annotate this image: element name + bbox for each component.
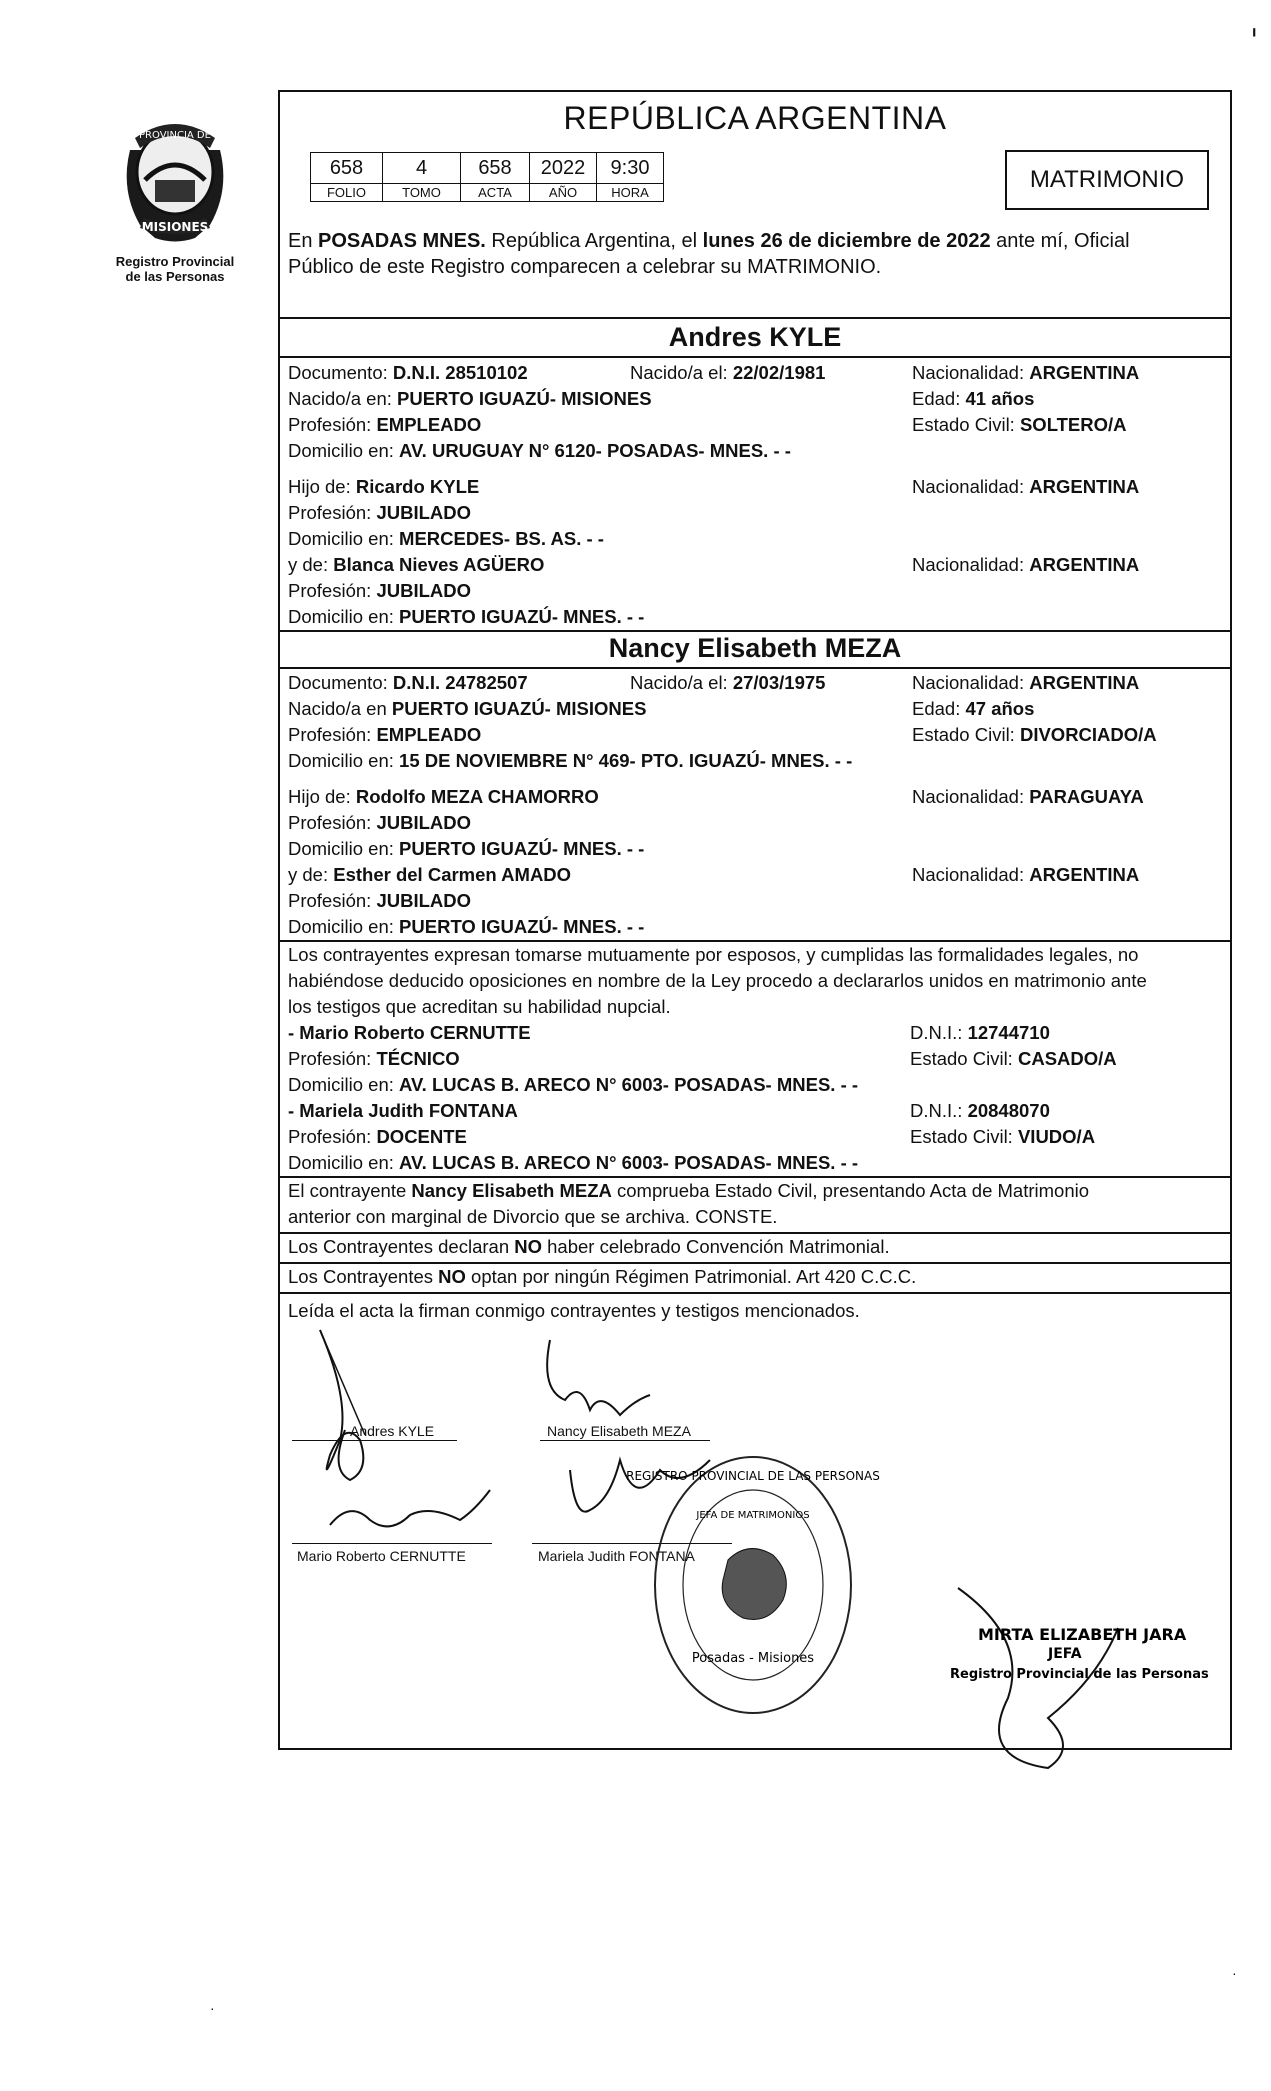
spouse1-address: Domicilio en: AV. URUGUAY N° 6120- POSADAS- MNES. - - bbox=[288, 440, 791, 461]
witness1-civil-status: Estado Civil: CASADO/A bbox=[910, 1048, 1117, 1069]
hora-value: 9:30 bbox=[597, 153, 664, 184]
divider bbox=[278, 356, 1232, 358]
spouse1-age: Edad: 41 años bbox=[912, 388, 1035, 409]
margin-mark: · bbox=[1232, 1965, 1237, 1981]
acta-value: 658 bbox=[461, 153, 530, 184]
document-title: REPÚBLICA ARGENTINA bbox=[563, 100, 947, 136]
spouse2-profession: Profesión: EMPLEADO bbox=[288, 724, 482, 745]
divider bbox=[278, 1176, 1232, 1178]
spouse2-father-address: Domicilio en: PUERTO IGUAZÚ- MNES. - - bbox=[288, 838, 645, 859]
spouse1-profession: Profesión: EMPLEADO bbox=[288, 414, 482, 435]
anio-value: 2022 bbox=[530, 153, 597, 184]
witness1-profession: Profesión: TÉCNICO bbox=[288, 1048, 460, 1069]
stamp-inner-text: JEFA DE MATRIMONIOS bbox=[696, 1510, 810, 1521]
anio-label: AÑO bbox=[530, 184, 597, 202]
witness2-civil-status: Estado Civil: VIUDO/A bbox=[910, 1126, 1096, 1147]
spouse2-mother: y de: Esther del Carmen AMADO bbox=[288, 864, 572, 885]
spouse2-birthdate: Nacido/a el: 27/03/1975 bbox=[630, 672, 826, 693]
official-role: JEFA bbox=[1048, 1646, 1082, 1662]
civil-proof-line1: El contrayente Nancy Elisabeth MEZA comprueba Estado Civil, presentando Acta de Matrimonio bbox=[288, 1180, 1090, 1201]
declaration-line3: los testigos que acreditan su habilidad nupcial. bbox=[288, 996, 671, 1017]
witness1-dni: D.N.I.: 12744710 bbox=[910, 1022, 1050, 1043]
margin-mark: · bbox=[210, 2000, 215, 2016]
divider bbox=[278, 1232, 1232, 1234]
spouse1-father: Hijo de: Ricardo KYLE bbox=[288, 476, 480, 497]
spouse2-age: Edad: 47 años bbox=[912, 698, 1035, 719]
official-signature-stamp bbox=[938, 1578, 1209, 1783]
folio-value: 658 bbox=[311, 153, 383, 184]
spouse1-birthplace: Nacido/a en: PUERTO IGUAZÚ- MISIONES bbox=[288, 388, 652, 409]
spouse2-name: Nancy Elisabeth MEZA bbox=[608, 633, 902, 663]
divider bbox=[278, 1262, 1232, 1264]
witness2-name: - Mariela Judith FONTANA bbox=[288, 1100, 518, 1121]
spouse2-father: Hijo de: Rodolfo MEZA CHAMORRO bbox=[288, 786, 599, 807]
official-office: Registro Provincial de las Personas bbox=[950, 1667, 1209, 1682]
witness2-profession: Profesión: DOCENTE bbox=[288, 1126, 467, 1147]
signature-label-witness2: Mariela Judith FONTANA bbox=[538, 1548, 695, 1564]
witness2-address: Domicilio en: AV. LUCAS B. ARECO N° 6003- POSADAS- MNES. - - bbox=[288, 1152, 859, 1173]
divider bbox=[278, 1292, 1232, 1294]
seal-bottom-text: MISIONES bbox=[141, 220, 209, 234]
spouse2-father-profession: Profesión: JUBILADO bbox=[288, 812, 471, 833]
spouse1-mother-address: Domicilio en: PUERTO IGUAZÚ- MNES. - - bbox=[288, 606, 645, 627]
signature-label-spouse1: Andres KYLE bbox=[350, 1423, 435, 1439]
logo-caption-line2: de las Personas bbox=[125, 269, 225, 284]
spouse2-nationality: Nacionalidad: ARGENTINA bbox=[912, 672, 1140, 693]
spouse2-address: Domicilio en: 15 DE NOVIEMBRE N° 469- PTO. IGUAZÚ- MNES. - - bbox=[288, 750, 853, 771]
spouse1-nationality: Nacionalidad: ARGENTINA bbox=[912, 362, 1140, 383]
convention-statement: Los Contrayentes declaran NO haber celebrado Convención Matrimonial. bbox=[288, 1236, 890, 1257]
declaration-line2: habiéndose deducido oposiciones en nombre de la Ley procedo a declararlos unidos en matrimonio ante bbox=[288, 970, 1147, 991]
logo-caption-line1: Registro Provincial bbox=[115, 254, 235, 269]
intro-paragraph: En POSADAS MNES. República Argentina, el lunes 26 de diciembre de 2022 ante mí, Oficial Público de este Registro comparecen a celebrar su MATRIMONIO. bbox=[288, 230, 1130, 278]
civil-proof-line2: anterior con marginal de Divorcio que se archiva. CONSTE. bbox=[288, 1206, 778, 1227]
spouse1-mother: y de: Blanca Nieves AGÜERO bbox=[288, 554, 545, 575]
province-seal-icon bbox=[110, 110, 240, 245]
signature-line bbox=[540, 1440, 710, 1441]
divider bbox=[278, 630, 1232, 632]
closing-statement: Leída el acta la firman conmigo contrayentes y testigos mencionados. bbox=[288, 1300, 860, 1321]
spouse1-father-address: Domicilio en: MERCEDES- BS. AS. - - bbox=[288, 528, 604, 549]
signature-line bbox=[292, 1440, 457, 1441]
witness1-name: - Mario Roberto CERNUTTE bbox=[288, 1022, 531, 1043]
divider bbox=[278, 317, 1232, 319]
signature-label-spouse2: Nancy Elisabeth MEZA bbox=[547, 1423, 691, 1439]
declaration-line1: Los contrayentes expresan tomarse mutuamente por esposos, y cumplidas las formalidades legales, no bbox=[288, 944, 1139, 965]
spouse1-father-profession: Profesión: JUBILADO bbox=[288, 502, 471, 523]
spouse1-birthdate: Nacido/a el: 22/02/1981 bbox=[630, 362, 826, 383]
regime-statement: Los Contrayentes NO optan por ningún Régimen Patrimonial. Art 420 C.C.C. bbox=[288, 1266, 917, 1287]
signature-line bbox=[292, 1543, 492, 1544]
document-type-box: MATRIMONIO bbox=[1005, 150, 1209, 210]
seal-top-text: PROVINCIA DE bbox=[139, 130, 211, 141]
signature-label-witness1: Mario Roberto CERNUTTE bbox=[297, 1548, 466, 1564]
tomo-value: 4 bbox=[383, 153, 461, 184]
spouse2-birthplace: Nacido/a en PUERTO IGUAZÚ- MISIONES bbox=[288, 698, 647, 719]
spouse2-mother-nationality: Nacionalidad: ARGENTINA bbox=[912, 864, 1140, 885]
spouse2-father-nationality: Nacionalidad: PARAGUAYA bbox=[912, 786, 1144, 807]
divider bbox=[278, 940, 1232, 942]
spouse1-document: Documento: D.N.I. 28510102 bbox=[288, 362, 528, 383]
stamp-city-text: Posadas - Misiones bbox=[691, 1651, 815, 1666]
folio-label: FOLIO bbox=[311, 184, 383, 202]
acta-label: ACTA bbox=[461, 184, 530, 202]
divider bbox=[278, 667, 1232, 669]
margin-mark: ╻ bbox=[1250, 20, 1259, 36]
spouse1-mother-nationality: Nacionalidad: ARGENTINA bbox=[912, 554, 1140, 575]
spouse2-mother-profession: Profesión: JUBILADO bbox=[288, 890, 471, 911]
registry-data-table bbox=[310, 152, 664, 202]
registry-logo bbox=[100, 110, 250, 284]
spouse2-civil-status: Estado Civil: DIVORCIADO/A bbox=[912, 724, 1157, 745]
spouse2-mother-address: Domicilio en: PUERTO IGUAZÚ- MNES. - - bbox=[288, 916, 645, 937]
intro-date: lunes 26 de diciembre de 2022 bbox=[702, 230, 991, 252]
intro-place: POSADAS MNES. bbox=[318, 230, 486, 252]
official-round-stamp bbox=[626, 1450, 880, 1725]
tomo-label: TOMO bbox=[383, 184, 461, 202]
spouse1-name: Andres KYLE bbox=[668, 322, 842, 352]
stamp-ring-text: REGISTRO PROVINCIAL DE LAS PERSONAS bbox=[626, 1469, 880, 1483]
official-name: MIRTA ELIZABETH JARA bbox=[978, 1625, 1187, 1644]
witness1-address: Domicilio en: AV. LUCAS B. ARECO N° 6003- POSADAS- MNES. - - bbox=[288, 1074, 859, 1095]
witness2-dni: D.N.I.: 20848070 bbox=[910, 1100, 1050, 1121]
spouse1-civil-status: Estado Civil: SOLTERO/A bbox=[912, 414, 1127, 435]
hora-label: HORA bbox=[597, 184, 664, 202]
spouse1-mother-profession: Profesión: JUBILADO bbox=[288, 580, 471, 601]
spouse1-father-nationality: Nacionalidad: ARGENTINA bbox=[912, 476, 1140, 497]
spouse2-document: Documento: D.N.I. 24782507 bbox=[288, 672, 528, 693]
